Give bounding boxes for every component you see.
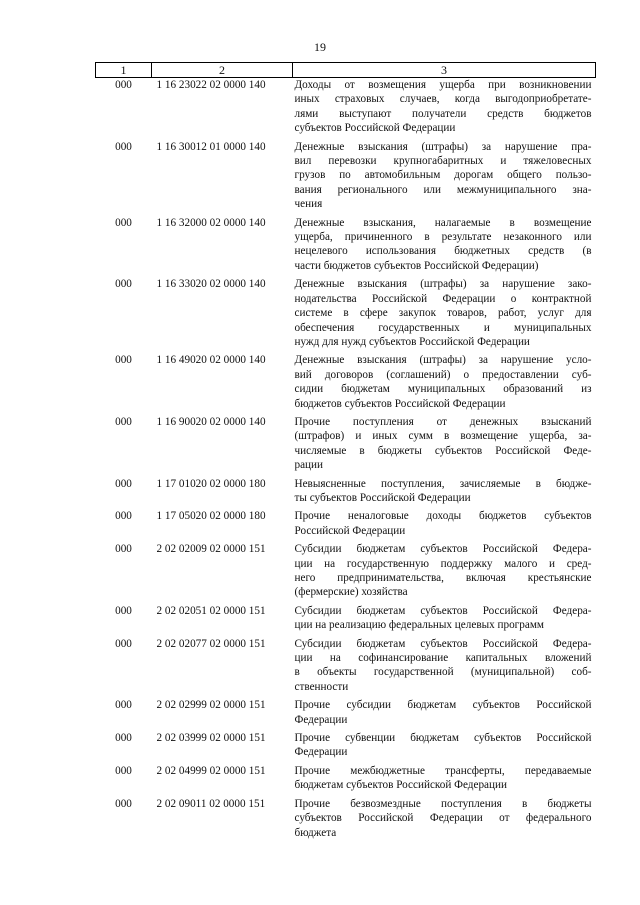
table-header <box>96 63 596 78</box>
page-number: 19 <box>314 40 326 54</box>
revenue-description-cell <box>293 604 596 637</box>
description-line: рации <box>294 459 324 472</box>
description-line: Денежные взыскания (штрафы) за нарушение пра- <box>294 140 592 153</box>
description-line: нужд для нужд субъектов Российской Федерации <box>294 335 530 348</box>
description-line: бюджетам субъектов Российской Федерации <box>294 779 507 792</box>
description-line: в объекты государственной (муниципальной) соб- <box>294 666 592 679</box>
revenue-description-cell <box>293 216 596 278</box>
admin-code-cell: 000 <box>115 216 132 229</box>
table-row <box>96 216 596 278</box>
revenue-description-cell <box>293 637 596 699</box>
admin-code-cell: 000 <box>115 764 132 777</box>
description-line: обеспечения государственных и муниципальных <box>294 321 592 334</box>
classification-code-cell: 1 17 01020 02 0000 180 <box>156 477 266 490</box>
admin-code-cell: 000 <box>115 699 132 712</box>
revenue-description-cell <box>293 353 596 415</box>
classification-code-cell: 2 02 09011 02 0000 151 <box>156 797 266 810</box>
revenue-description-cell <box>293 477 596 510</box>
description-line: субъектов Российской Федерации <box>294 122 456 135</box>
description-line: Российской Федерации <box>294 524 406 537</box>
description-line: (штрафов) и иных сумм в возмещение ущерба, за- <box>294 430 592 443</box>
revenue-description-cell <box>293 277 596 353</box>
description-line: ции на государственную поддержку малого и сред- <box>294 557 592 570</box>
table-row <box>96 78 596 140</box>
classification-code-cell: 1 17 05020 02 0000 180 <box>156 510 266 523</box>
description-line: сидии бюджетам муниципальных образований из <box>294 383 592 396</box>
admin-code-cell: 000 <box>115 637 132 650</box>
classification-code-cell: 1 16 32000 02 0000 140 <box>156 216 266 229</box>
admin-code-cell: 000 <box>115 543 132 556</box>
admin-code-cell: 000 <box>115 732 132 745</box>
description-line: Прочие межбюджетные трансферты, передаваемые <box>294 764 592 777</box>
description-line: иных страховых случаев, когда выгодоприобретате- <box>294 93 592 106</box>
revenue-description-cell <box>293 78 596 140</box>
table-row <box>96 797 596 844</box>
table-row <box>96 140 596 216</box>
revenue-description-cell <box>293 542 596 604</box>
description-line: Прочие неналоговые доходы бюджетов субъектов <box>294 510 592 523</box>
table-row <box>96 477 596 510</box>
revenue-description-cell <box>293 509 596 542</box>
description-line: чения <box>294 198 323 211</box>
description-line: Прочие субсидии бюджетам субъектов Российской <box>294 699 592 712</box>
table-header-row <box>96 63 596 78</box>
description-line: ты субъектов Российской Федерации <box>294 491 471 504</box>
classification-code-cell: 2 02 02051 02 0000 151 <box>156 604 266 617</box>
classification-code-cell: 2 02 03999 02 0000 151 <box>156 732 266 745</box>
description-line: Субсидии бюджетам субъектов Российской Федера- <box>294 543 592 556</box>
description-line: ущерба, причиненного в результате незаконного или <box>294 231 592 244</box>
classification-code-cell: 2 02 04999 02 0000 151 <box>156 764 266 777</box>
table-row <box>96 542 596 604</box>
description-line: числяемые в бюджеты субъектов Российской Феде- <box>294 444 592 457</box>
description-line: вания регионального или межмуниципального зна- <box>294 183 592 196</box>
description-line: ственности <box>294 680 349 693</box>
description-line: ции на реализацию федеральных целевых программ <box>294 619 544 632</box>
description-line: бюджета <box>294 826 337 839</box>
classification-code-cell: 1 16 23022 02 0000 140 <box>156 79 266 91</box>
description-line: Прочие поступления от денежных взысканий <box>294 415 592 428</box>
table-row <box>96 604 596 637</box>
description-line: него предпринимательства, включая крестьянские <box>294 572 592 584</box>
admin-code-cell: 000 <box>115 79 132 91</box>
admin-code-cell: 000 <box>115 604 132 617</box>
admin-code-cell: 000 <box>115 510 132 523</box>
description-line: Невыясненные поступления, зачисляемые в бюдже- <box>294 477 592 490</box>
classification-code-cell: 1 16 49020 02 0000 140 <box>156 354 266 367</box>
description-line: Доходы от возмещения ущерба при возникновении <box>294 79 592 91</box>
description-line: бюджетов субъектов Российской Федерации <box>294 397 506 410</box>
revenue-description-cell <box>293 140 596 216</box>
column-header-2: 2 <box>152 63 293 78</box>
description-line: ции на софинансирование капитальных вложений <box>294 652 592 665</box>
description-line: (фермерские) хозяйства <box>294 586 408 599</box>
classification-code-cell: 2 02 02077 02 0000 151 <box>156 637 266 650</box>
description-line: Федерации <box>294 746 348 759</box>
admin-code-cell: 000 <box>115 354 132 367</box>
description-line: части бюджетов субъектов Российской Федерации) <box>294 259 539 272</box>
admin-code-cell: 000 <box>115 415 132 428</box>
table-row <box>96 509 596 542</box>
column-header-1: 1 <box>96 63 152 78</box>
description-line: Денежные взыскания, налагаемые в возмещение <box>294 216 592 229</box>
column-header-3: 3 <box>293 63 596 78</box>
table-row <box>96 637 596 699</box>
classification-code-cell: 1 16 30012 01 0000 140 <box>156 140 266 153</box>
table-body <box>96 78 596 844</box>
classification-code-cell: 1 16 90020 02 0000 140 <box>156 415 266 428</box>
description-line: Денежные взыскания (штрафы) за нарушение зако- <box>294 278 592 291</box>
admin-code-cell: 000 <box>115 477 132 490</box>
description-line: вий договоров (соглашений) о предоставлении суб- <box>294 368 592 381</box>
table-row <box>96 764 596 797</box>
description-line: субъектов Российской Федерации от федерального <box>294 812 592 825</box>
table-row <box>96 698 596 731</box>
description-line: Прочие субвенции бюджетам субъектов Российской <box>294 732 592 745</box>
description-line: Денежные взыскания (штрафы) за нарушение усло- <box>294 354 592 367</box>
description-line: грузов по автомобильным дорогам общего пользо- <box>294 169 592 182</box>
revenue-classification-table <box>95 62 596 844</box>
admin-code-cell: 000 <box>115 797 132 810</box>
revenue-description-cell <box>293 764 596 797</box>
table-row <box>96 353 596 415</box>
revenue-description-cell <box>293 797 596 844</box>
revenue-description-cell <box>293 415 596 477</box>
description-line: системе в сфере закупок товаров, работ, услуг для <box>294 307 592 320</box>
description-line: вил перевозки крупногабаритных и тяжеловесных <box>294 155 592 168</box>
revenue-description-cell <box>293 698 596 731</box>
table-row <box>96 415 596 477</box>
revenue-description-cell <box>293 731 596 764</box>
description-line: Субсидии бюджетам субъектов Российской Федера- <box>294 637 592 650</box>
description-line: лями выступают получатели средств бюджетов <box>294 107 592 120</box>
table-row <box>96 277 596 353</box>
description-line: Федерации <box>294 713 348 726</box>
description-line: нецелевого использования бюджетных средств (в <box>294 245 592 258</box>
classification-code-cell: 2 02 02009 02 0000 151 <box>156 543 266 556</box>
table-row <box>96 731 596 764</box>
classification-code-cell: 2 02 02999 02 0000 151 <box>156 699 266 712</box>
description-line: Субсидии бюджетам субъектов Российской Федера- <box>294 604 592 617</box>
description-line: Прочие безвозмездные поступления в бюджеты <box>294 797 592 810</box>
admin-code-cell: 000 <box>115 278 132 291</box>
description-line: нодательства Российской Федерации о контрактной <box>294 292 592 305</box>
admin-code-cell: 000 <box>115 140 132 153</box>
classification-code-cell: 1 16 33020 02 0000 140 <box>156 278 266 291</box>
